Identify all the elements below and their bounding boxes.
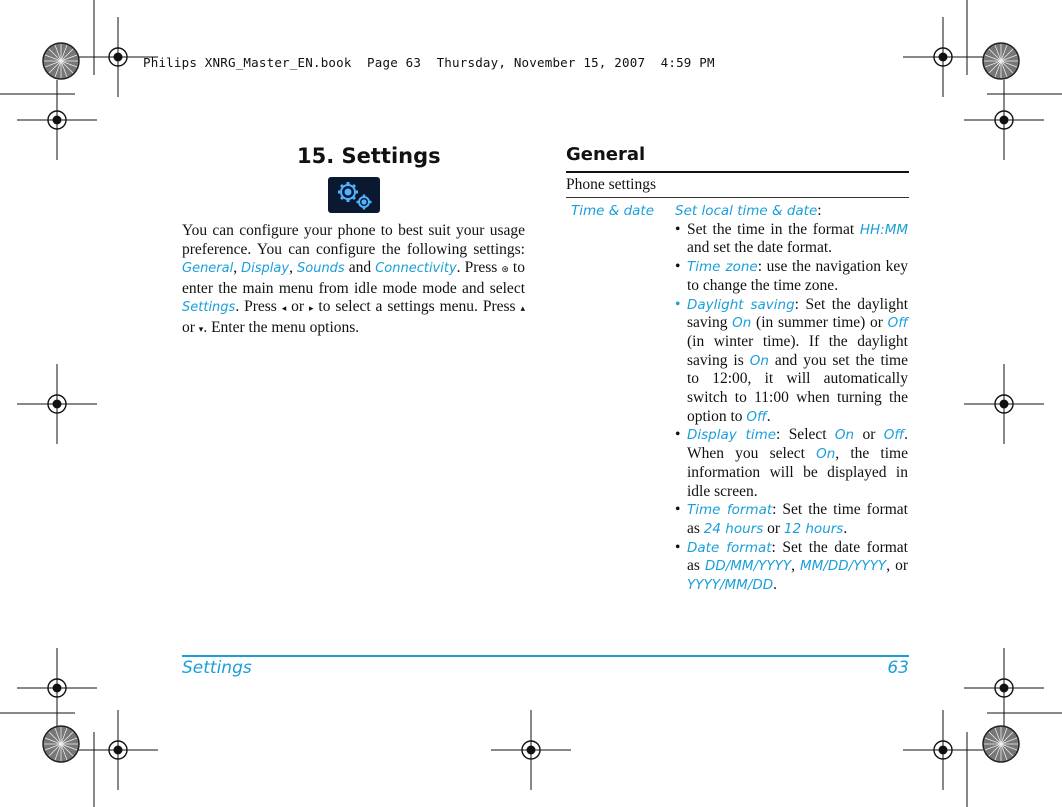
list-item: • Date format: Set the date format as DD/MM/YYYY, MM/DD/YYYY, or YYYY/MM/DD. (675, 539, 908, 595)
section-subtitle: Phone settings (566, 176, 656, 193)
section-title: General (566, 144, 646, 165)
settings-link: Settings (182, 300, 236, 316)
list-item: • Set the time in the format HH:MM and set the date format. (675, 221, 908, 258)
display-link: Display (241, 261, 290, 277)
intro-paragraph: You can configure your phone to best suit your usage preference. You can configure the following settings: General, Display, Sounds and Connectivity. Press ⊛ to enter the main menu from idle mode mode and select Settings. Press ◂ or ▸ to select a settings menu. Press ▴ or ▾. Enter the menu options. (182, 222, 525, 336)
row-body: Set local time & date: • Set the time in the format HH:MM and set the date format. • Time zone: use the navigation key to change the time zone. • Daylight saving: Set the daylight saving On (in summer time) or Off (in winter time). If the daylight saving is On and you set the time to 12:00, it will automatically switch to 11:00 when turning the option to Off. • Display time: Select On or Off. When you select On, the time information will be displayed in idle screen. • Time format: Set the time format as 24 hours or 12 hours. • Date format: Set the date format as DD/MM/YYYY, MM/DD/YYYY, or YYYY/MM/DD. (675, 202, 908, 595)
list-item: • Daylight saving: Set the daylight saving On (in summer time) or Off (in winter time). If the daylight saving is On and you set the time to 12:00, it will automatically switch to 11:00 when turning the option to Off. (675, 296, 908, 427)
right-key-icon: ▸ (308, 304, 314, 315)
up-key-icon: ▴ (520, 304, 525, 315)
list-item: • Time zone: use the navigation key to change the time zone. (675, 258, 908, 295)
row-label: Time & date (571, 203, 655, 219)
connectivity-link: Connectivity (375, 261, 457, 277)
settings-gear-icon (328, 177, 380, 213)
row-heading: Set local time & date (675, 203, 818, 219)
left-key-icon: ◂ (281, 304, 287, 315)
list-item: • Display time: Select On or Off. When you select On, the time information will be displayed in idle screen. (675, 426, 908, 501)
general-link: General (182, 261, 234, 277)
chapter-title: 15. Settings (297, 144, 441, 168)
print-header: Philips XNRG_Master_EN.book Page 63 Thursday, November 15, 2007 4:59 PM (143, 55, 715, 70)
section-divider (566, 171, 909, 173)
footer-section: Settings (182, 658, 252, 678)
ok-key-icon: ⊛ (501, 265, 509, 276)
table-divider (566, 197, 909, 198)
footer-rule (182, 655, 909, 657)
sounds-link: Sounds (297, 261, 345, 277)
list-item: • Time format: Set the time format as 24 hours or 12 hours. (675, 501, 908, 538)
down-key-icon: ▾ (198, 324, 204, 335)
page-number: 63 (887, 658, 909, 678)
